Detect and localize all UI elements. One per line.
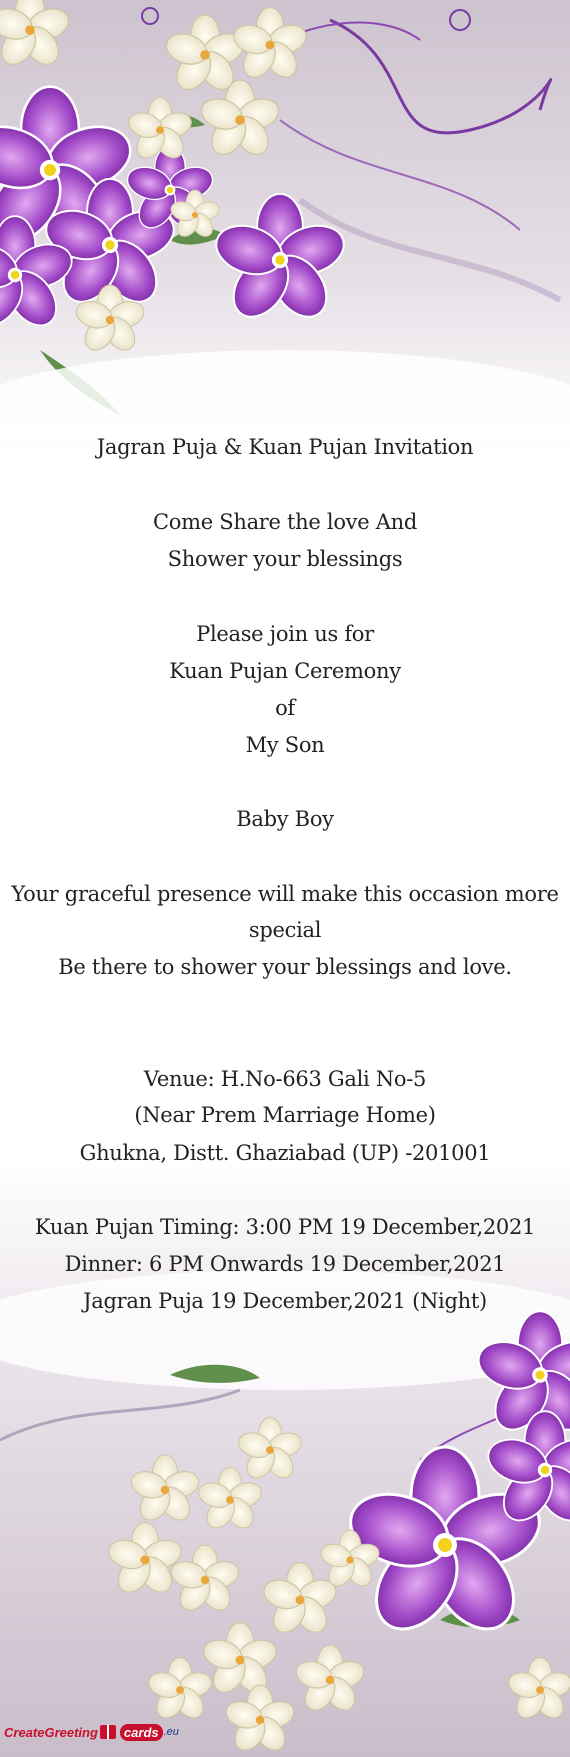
invitation-line: Kuan Pujan Ceremony — [169, 659, 401, 683]
logo-text-1: CreateGreeting — [4, 1724, 98, 1740]
invitation-line: My Son — [245, 733, 325, 757]
invitation-line: Shower your blessings — [167, 547, 403, 571]
venue-line: (Near Prem Marriage Home) — [134, 1103, 436, 1127]
timing-line: Kuan Pujan Timing: 3:00 PM 19 December,2021 — [34, 1215, 536, 1239]
site-logo[interactable] — [4, 1718, 179, 1746]
invitation-line: Come Share the love And — [153, 510, 417, 534]
invitation-line: Baby Boy — [236, 807, 334, 831]
invitation-line: special — [248, 918, 322, 942]
timing-line: Jagran Puja 19 December,2021 (Night) — [83, 1289, 487, 1313]
invitation-line: Be there to shower your blessings and love. — [58, 955, 512, 979]
venue-line: Ghukna, Distt. Ghaziabad (UP) -201001 — [79, 1141, 491, 1165]
logo-text-2: cards — [120, 1724, 163, 1741]
timing-line: Dinner: 6 PM Onwards 19 December,2021 — [64, 1252, 506, 1276]
invitation-line: Your graceful presence will make this occasion more — [11, 882, 559, 906]
invitation-line: Please join us for — [196, 622, 374, 646]
venue-line: Venue: H.No-663 Gali No-5 — [143, 1067, 427, 1091]
gift-icon — [100, 1725, 116, 1739]
logo-text-3: .eu — [163, 1726, 179, 1738]
invitation-title: Jagran Puja & Kuan Pujan Invitation — [96, 435, 474, 459]
invitation-line: of — [275, 696, 295, 720]
